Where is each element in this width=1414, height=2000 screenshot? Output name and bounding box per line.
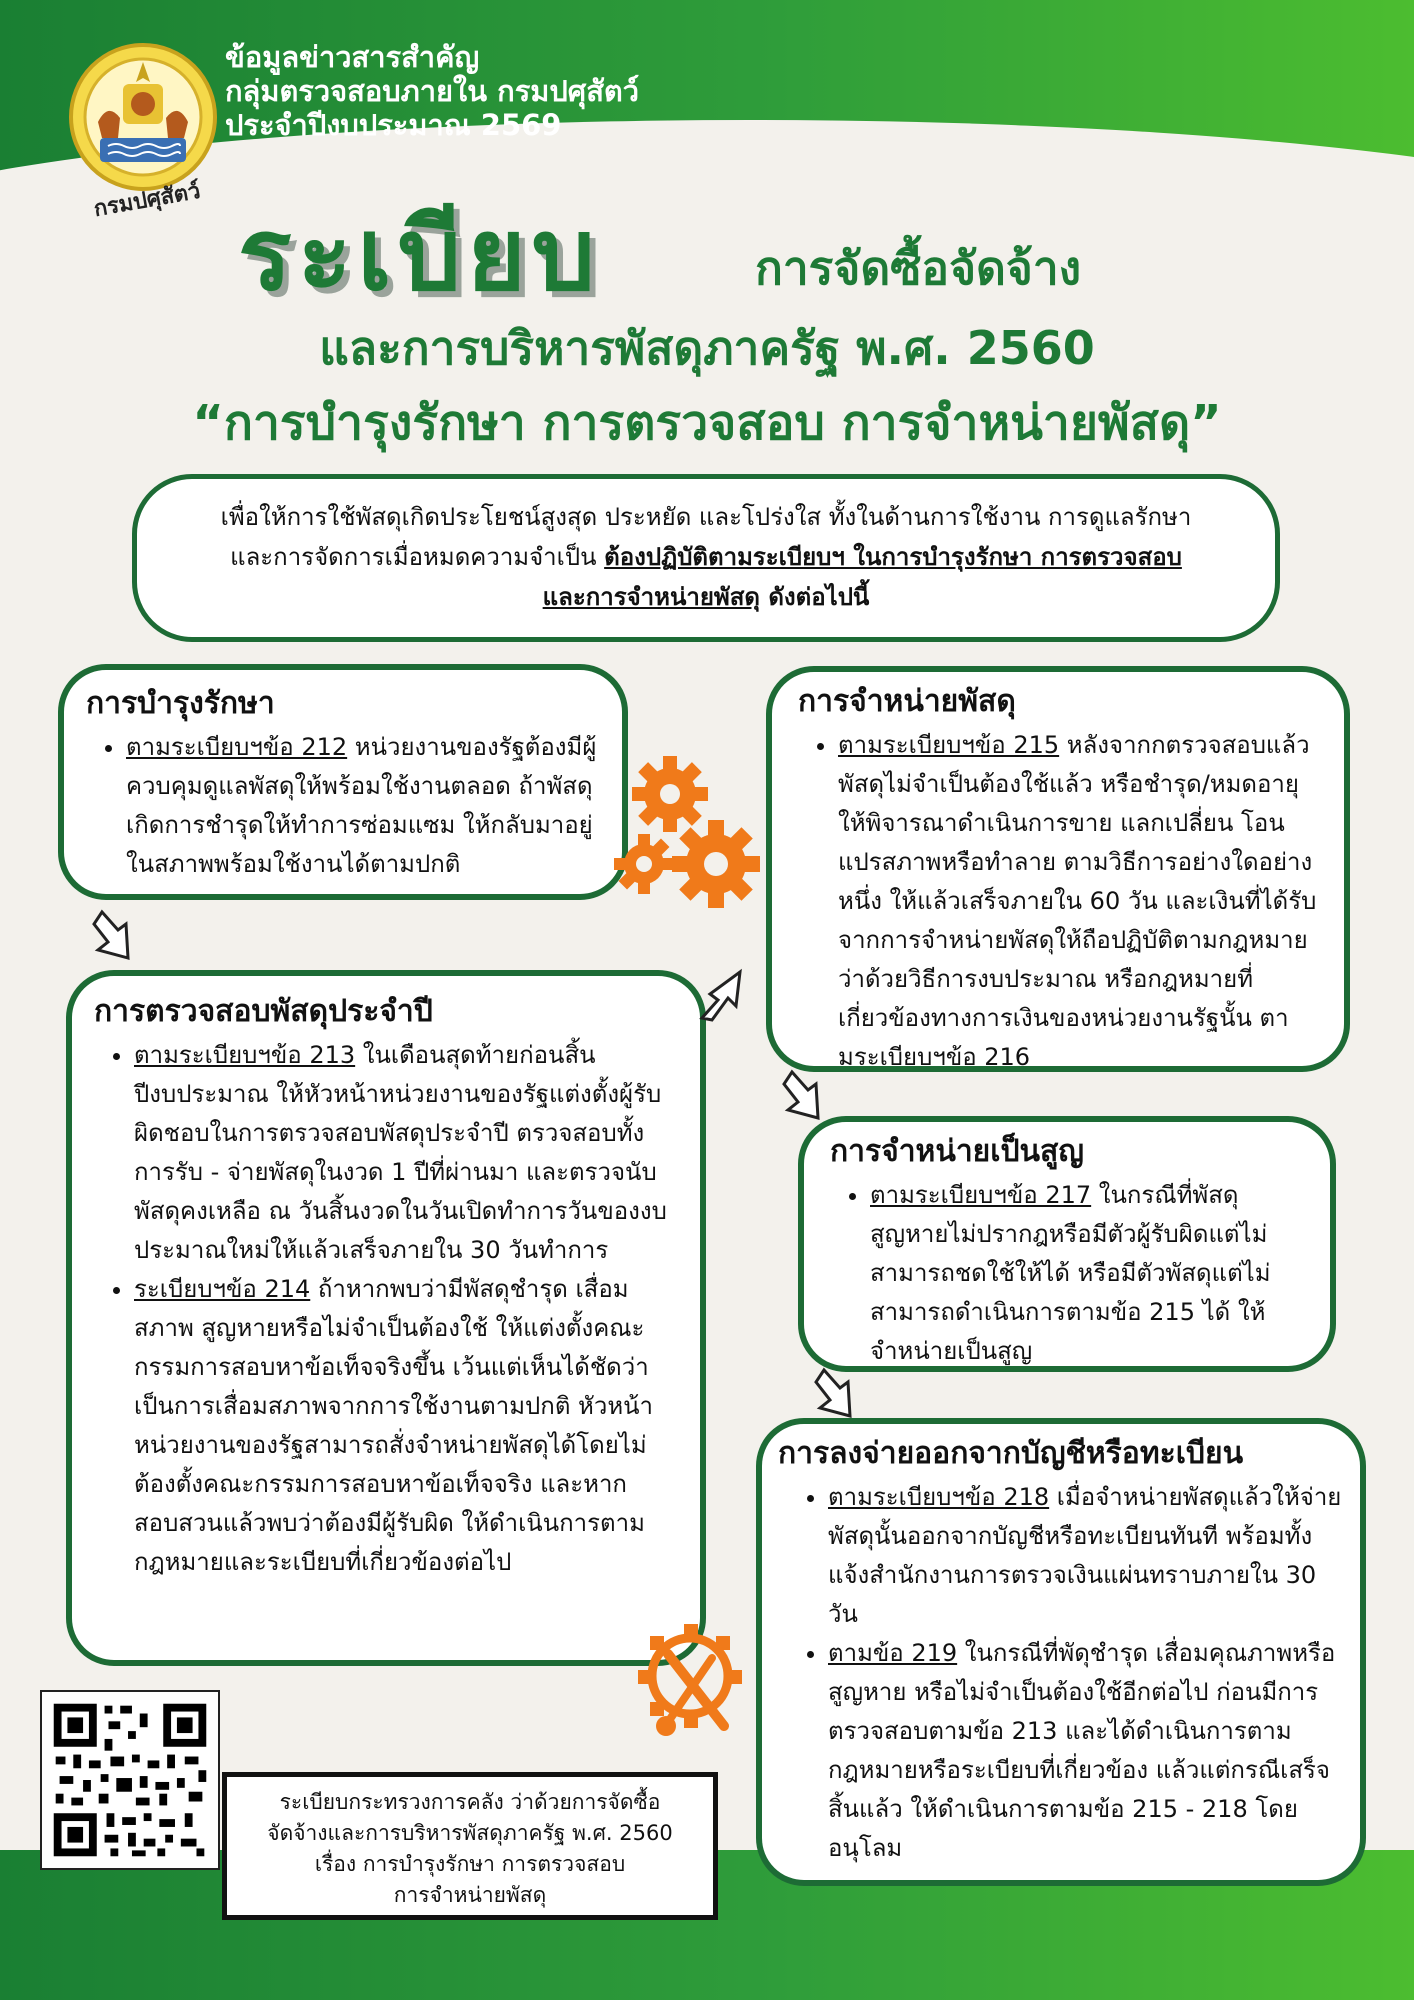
gears-icon bbox=[612, 752, 764, 912]
list-item: • ตามระเบียบฯข้อ 215 หลังจากกตรวจสอบแล้ว พัสดุไม่จำเป็นต้องใช้แล้ว หรือชำรุด/หมดอายุ ให้พิจารณาดำเนินการขาย แลกเปลี่ยน โอน แปรสภาพหรือทำลาย ตามวิธีการอย่างใดอย่างหนึ่ง ให้แล้วเสร็จภายใน 60 วัน และเงินที่ได้รับจากการจำหน่ายพัสดุให้ถือปฏิบัติตามกฎหมายว่าด้วยวิธีการงบประมาณ หรือกฎหมายที่เกี่ยวข้องทางการเงินของหน่วยงานรัฐนั้น ตามระเบียบฯข้อ 216 bbox=[838, 726, 1326, 1077]
write-off-box bbox=[798, 1116, 1336, 1372]
maintenance-box bbox=[58, 664, 628, 900]
header-line-3: ประจำปีงบประมาณ 2569 bbox=[225, 108, 562, 142]
header-line-1: ข้อมูลข่าวสารสำคัญ bbox=[225, 40, 480, 74]
deregister-box bbox=[756, 1418, 1366, 1886]
header-text bbox=[225, 40, 639, 142]
intro-text-1: เพื่อให้การใช้พัสดุเกิดประโยชน์สูงสุด ประหยัด และโปร่งใส ทั้งในด้านการใช้งาน การดูแลรักษา bbox=[220, 503, 1192, 531]
list-item: • ตามระเบียบฯข้อ 212 หน่วยงานของรัฐต้องมีผู้ควบคุมดูแลพัสดุให้พร้อมใช้งานตลอด ถ้าพัสดุเกิดการชำรุดให้ทำการซ่อมแซม ให้กลับมาอยู่ในสภาพพร้อมใช้งานได้ตามปกติ bbox=[126, 728, 600, 884]
arrow-down-icon bbox=[92, 908, 138, 966]
header-line-2: กลุ่มตรวจสอบภายใน กรมปศุสัตว์ bbox=[225, 74, 640, 108]
list-item: • ตามระเบียบฯข้อ 213 ในเดือนสุดท้ายก่อนสิ้นปีงบประมาณ ให้หัวหน้าหน่วยงานของรัฐแต่งตั้งผู้รับผิดชอบในการตรวจสอบพัสดุประจำปี ตรวจสอบทั้งการรับ - จ่ายพัสดุในงวด 1 ปีที่ผ่านมา และตรวจนับพัสดุคงเหลือ ณ วันสิ้นงวดในวันเปิดทำการวันของงบประมาณใหม่ให้แล้วเสร็จภายใน 30 วันทำการ bbox=[134, 1036, 678, 1270]
title-subtitle-side: การจัดซื้อจัดจ้าง bbox=[755, 241, 1082, 295]
logo-caption: กรมปศุสัตว์ bbox=[91, 178, 203, 223]
list-item: • ตามระเบียบฯข้อ 217 ในกรณีที่พัสดุสูญหายไม่ปรากฎหรือมีตัวผู้รับผิดแต่ไม่สามารถชดใช้ให้ได้ หรือมีตัวพัสดุแต่ไม่สามารถดำเนินการตามข้อ 215 ได้ ให้จำหน่ายเป็นสูญ bbox=[870, 1176, 1312, 1371]
maintenance-title: การบำรุงรักษา bbox=[86, 686, 275, 721]
intro-emphasis-1: ต้องปฏิบัติตามระเบียบฯ ในการบำรุงรักษา การตรวจสอบ bbox=[604, 543, 1182, 571]
intro-box bbox=[132, 474, 1280, 642]
gear-wrench-icon bbox=[628, 1614, 758, 1764]
arrow-down-icon bbox=[782, 1068, 828, 1126]
list-item: • ตามข้อ 219 ในกรณีที่พัดุชำรุด เสื่อมคุณภาพหรือสูญหาย หรือไม่จำเป็นต้องใช้อีกต่อไป ก่อนมีการตรวจสอบตามข้อ 213 และได้ดำเนินการตามกฎหมายหรือระเบียบที่เกี่ยวข้อง แล้วแต่กรณีเสร็จสิ้นแล้ว ให้ดำเนินการตามข้อ 215 - 218 โดยอนุโลม bbox=[828, 1634, 1344, 1868]
intro-text-2: และการจัดการเมื่อหมดความจำเป็น ต้องปฏิบัติตามระเบียบฯ ในการบำรุงรักษา การตรวจสอบ bbox=[230, 543, 1182, 571]
annual-inspection-box bbox=[66, 970, 706, 1666]
qr-code[interactable] bbox=[40, 1690, 220, 1870]
list-item: • ระเบียบฯข้อ 214 ถ้าหากพบว่ามีพัสดุชำรุด เสื่อมสภาพ สูญหายหรือไม่จำเป็นต้องใช้ ให้แต่งตั้งคณะกรรมการสอบหาข้อเท็จจริงขึ้น เว้นแต่เห็นได้ชัดว่าเป็นการเสื่อมสภาพจากการใช้งานตามปกติ หัวหน้าหน่วยงานของรัฐสามารถสั่งจำหน่ายพัสดุได้โดยไม่ต้องตั้งคณะกรรมการสอบหาข้อเท็จจริง และหากสอบสวนแล้วพบว่าต้องมีผู้รับผิด ให้ดำเนินการตามกฎหมายและระเบียบที่เกี่ยวข้องต่อไป bbox=[134, 1270, 678, 1582]
arrow-down-icon bbox=[814, 1366, 860, 1424]
disposal-box bbox=[766, 666, 1350, 1072]
annual-inspection-title: การตรวจสอบพัสดุประจำปี bbox=[94, 994, 433, 1029]
deregister-title: การลงจ่ายออกจากบัญชีหรือทะเบียน bbox=[778, 1436, 1244, 1471]
write-off-title: การจำหน่ายเป็นสูญ bbox=[830, 1134, 1084, 1169]
arrow-up-icon bbox=[696, 966, 742, 1024]
list-item: • ตามระเบียบฯข้อ 218 เมื่อจำหน่ายพัสดุแล้วให้จ่ายพัสดุนั้นออกจากบัญชีหรือทะเบียนทันที พร้อมทั้งแจ้งสำนักงานการตรวจเงินแผ่นทราบภายใน 30 วัน bbox=[828, 1478, 1344, 1634]
intro-text-3: และการจำหน่ายพัสดุ ดังต่อไปนี้ bbox=[542, 583, 870, 611]
department-emblem-logo bbox=[68, 42, 218, 192]
title-line-2: และการบริหารพัสดุภาครัฐ พ.ศ. 2560 bbox=[319, 321, 1095, 375]
intro-emphasis-2: และการจำหน่ายพัสดุ bbox=[542, 583, 760, 611]
main-title: ระเบียบ bbox=[238, 196, 602, 313]
footer-reference-note: ระเบียบกระทรวงการคลัง ว่าด้วยการจัดซื้อ จัดจ้างและการบริหารพัสดุภาครัฐ พ.ศ. 2560 เรื่อง การบำรุงรักษา การตรวจสอบ การจำหน่ายพัสดุ bbox=[222, 1772, 718, 1920]
disposal-title: การจำหน่ายพัสดุ bbox=[798, 684, 1016, 719]
title-line-3: “การบำรุงรักษา การตรวจสอบ การจำหน่ายพัสดุ” bbox=[192, 395, 1222, 451]
